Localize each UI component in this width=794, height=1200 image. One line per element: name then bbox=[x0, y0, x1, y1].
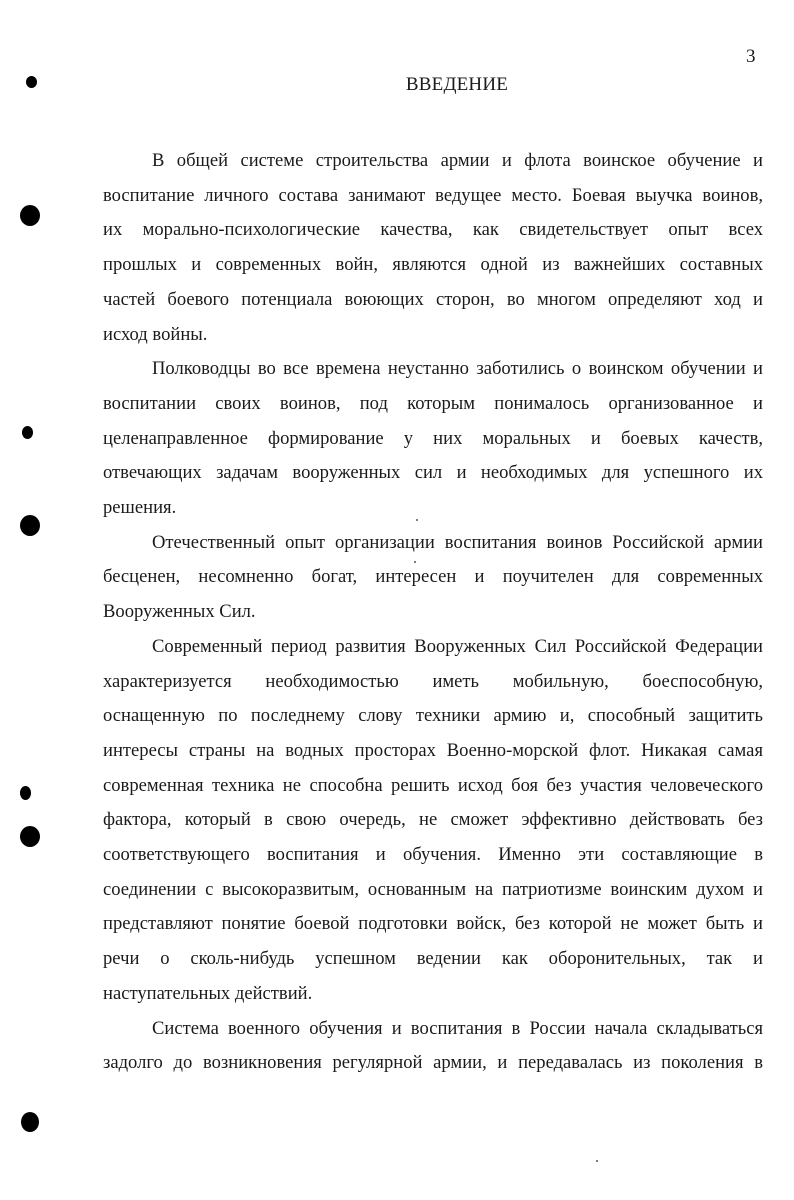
binder-hole bbox=[20, 515, 40, 536]
binder-hole-mark bbox=[20, 786, 31, 800]
paragraph-line: речи о сколь-нибудь успешном ведении как оборонительных, так и bbox=[103, 948, 763, 970]
paragraph bbox=[103, 1012, 763, 1081]
paragraph-line: характеризуется необходимостью иметь мобильную, боеспособную, bbox=[103, 670, 763, 692]
binder-hole bbox=[20, 205, 40, 226]
paragraph-line: воспитании своих воинов, под которым понималось организованное и bbox=[103, 392, 763, 414]
page-number: 3 bbox=[746, 46, 756, 67]
paragraph-line: оснащенную по последнему слову техники армию и, способный защитить bbox=[103, 705, 763, 727]
paragraph-line: задолго до возникновения регулярной армии, и передавалась из поколения в bbox=[103, 1052, 763, 1074]
paragraph-line: Полководцы во все времена неустанно заботились о воинском обучении и bbox=[152, 358, 763, 380]
paragraph-line: целенаправленное формирование у них моральных и боевых качеств, bbox=[103, 427, 763, 449]
paragraph-line: фактора, который в свою очередь, не сможет эффективно действовать без bbox=[103, 809, 763, 831]
paragraph-line: Вооруженных Сил. bbox=[103, 601, 256, 623]
paragraph-line: современная техника не способна решить исход боя без участия человеческого bbox=[103, 774, 763, 796]
paragraph-line: их морально-психологические качества, как свидетельствует опыт всех bbox=[103, 219, 763, 241]
scan-speck bbox=[596, 1160, 598, 1162]
paragraph-line: представляют понятие боевой подготовки войск, без которой не может быть и bbox=[103, 913, 763, 935]
document-body bbox=[103, 144, 763, 1081]
paragraph-line: частей боевого потенциала воюющих сторон, во многом определяют ход и bbox=[103, 288, 763, 310]
paragraph-line: прошлых и современных войн, являются одной из важнейших составных bbox=[103, 254, 763, 276]
paragraph bbox=[103, 352, 763, 526]
paragraph bbox=[103, 630, 763, 1012]
binder-hole bbox=[20, 826, 40, 847]
binder-hole-mark bbox=[22, 426, 33, 439]
paragraph-line: Отечественный опыт организации воспитания воинов Российской армии bbox=[152, 531, 763, 553]
paragraph-line: воспитание личного состава занимают ведущее место. Боевая выучка воинов, bbox=[103, 184, 763, 206]
paragraph-line: исход войны. bbox=[103, 323, 208, 345]
paragraph-line: соответствующего воспитания и обучения. Именно эти составляющие в bbox=[103, 844, 763, 866]
paragraph-line: решения. bbox=[103, 497, 177, 519]
page-title: ВВЕДЕНИЕ bbox=[405, 74, 509, 95]
paragraph-line: наступательных действий. bbox=[103, 982, 313, 1004]
paragraph-line: интересы страны на водных просторах Военно-морской флот. Никакая самая bbox=[103, 739, 763, 761]
paragraph bbox=[103, 144, 763, 352]
paragraph bbox=[103, 526, 763, 630]
paragraph-line: соединении с высокоразвитым, основанным на патриотизме воинским духом и bbox=[103, 878, 763, 900]
paragraph-line: отвечающих задачам вооруженных сил и необходимых для успешного их bbox=[103, 462, 763, 484]
binder-hole bbox=[21, 1112, 39, 1132]
paragraph-line: В общей системе строительства армии и флота воинское обучение и bbox=[152, 150, 763, 171]
paragraph-line: Система военного обучения и воспитания в России начала складываться bbox=[152, 1017, 763, 1039]
paragraph-line: Современный период развития Вооруженных Сил Российской Федерации bbox=[152, 635, 763, 657]
paragraph-line: бесценен, несомненно богат, интересен и поучителен для современных bbox=[103, 566, 763, 588]
